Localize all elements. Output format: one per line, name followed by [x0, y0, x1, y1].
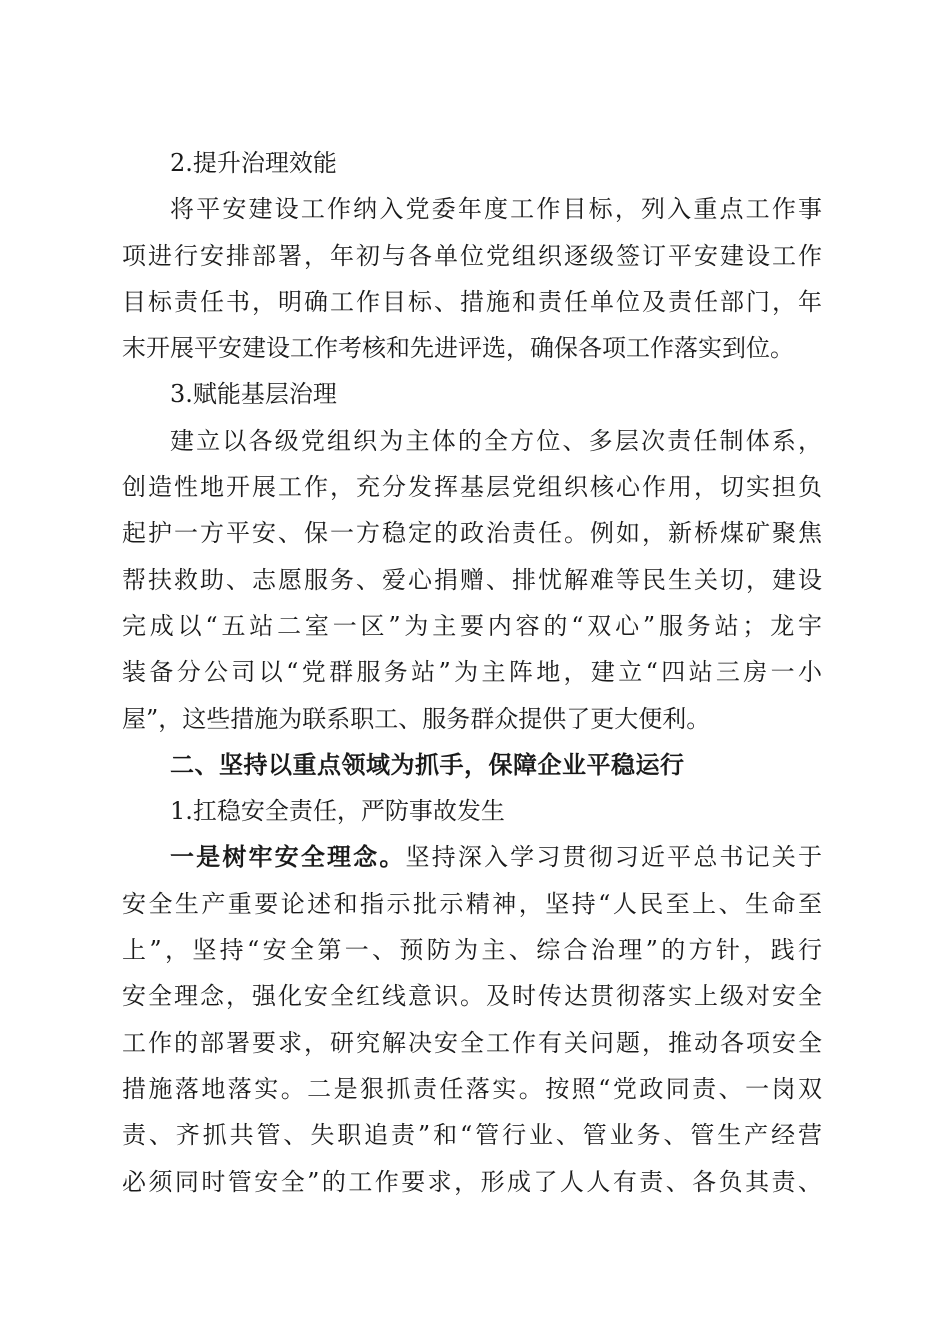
paragraph-line: 责、齐抓共管、失职追责”和“管行业、管业务、管生产经营 [122, 1121, 822, 1150]
paragraph-line: 将平安建设工作纳入党委年度工作目标，列入重点工作事 [170, 195, 822, 224]
paragraph-line: 上”，坚持“安全第一、预防为主、综合治理”的方针，践行 [122, 936, 822, 965]
paragraph-line: 工作的部署要求，研究解决安全工作有关问题，推动各项安全 [122, 1028, 822, 1057]
paragraph-line: 必须同时管安全”的工作要求，形成了人人有责、各负其责、 [122, 1167, 822, 1196]
section-heading-2: 2.提升治理效能 [170, 149, 337, 177]
paragraph-line: 目标责任书，明确工作目标、措施和责任单位及责任部门，年 [122, 287, 822, 316]
paragraph-line: 安全生产重要论述和指示批示精神，坚持“人民至上、生命至 [122, 889, 822, 918]
paragraph-line: 建立以各级党组织为主体的全方位、多层次责任制体系， [170, 426, 822, 455]
paragraph-line: 安全理念，强化安全红线意识。及时传达贯彻落实上级对安全 [122, 982, 822, 1011]
paragraph-line: 帮扶救助、志愿服务、爱心捐赠、排忧解难等民生关切，建设 [122, 565, 822, 594]
paragraph-line: 末开展平安建设工作考核和先进评选，确保各项工作落实到位。 [122, 334, 794, 363]
section-heading-3: 3.赋能基层治理 [170, 380, 337, 409]
paragraph-line: 完成以“五站二室一区”为主要内容的“双心”服务站；龙宇 [122, 611, 822, 640]
paragraph-line: 创造性地开展工作，充分发挥基层党组织核心作用，切实担负 [122, 473, 822, 502]
paragraph-line: 起护一方平安、保一方稳定的政治责任。例如，新桥煤矿聚焦 [122, 519, 822, 548]
paragraph-line [122, 834, 822, 880]
paragraph-line: 项进行安排部署，年初与各单位党组织逐级签订平安建设工作 [122, 241, 822, 270]
part-heading-2: 二、坚持以重点领域为抓手，保障企业平稳运行 [170, 750, 685, 779]
paragraph-text: 坚持深入学习贯彻习近平总书记关于 [405, 843, 822, 872]
paragraph-line: 装备分公司以“党群服务站”为主阵地，建立“四站三房一小 [122, 658, 822, 687]
subsection-heading-1: 1.扛稳安全责任，严防事故发生 [170, 797, 505, 826]
document-body [122, 140, 822, 1205]
paragraph-line: 措施落地落实。二是狠抓责任落实。按照“党政同责、一岗双 [122, 1074, 822, 1103]
paragraph-line: 屋”，这些措施为联系职工、服务群众提供了更大便利。 [122, 704, 711, 733]
bold-lead-text: 一是树牢安全理念。 [170, 843, 406, 872]
